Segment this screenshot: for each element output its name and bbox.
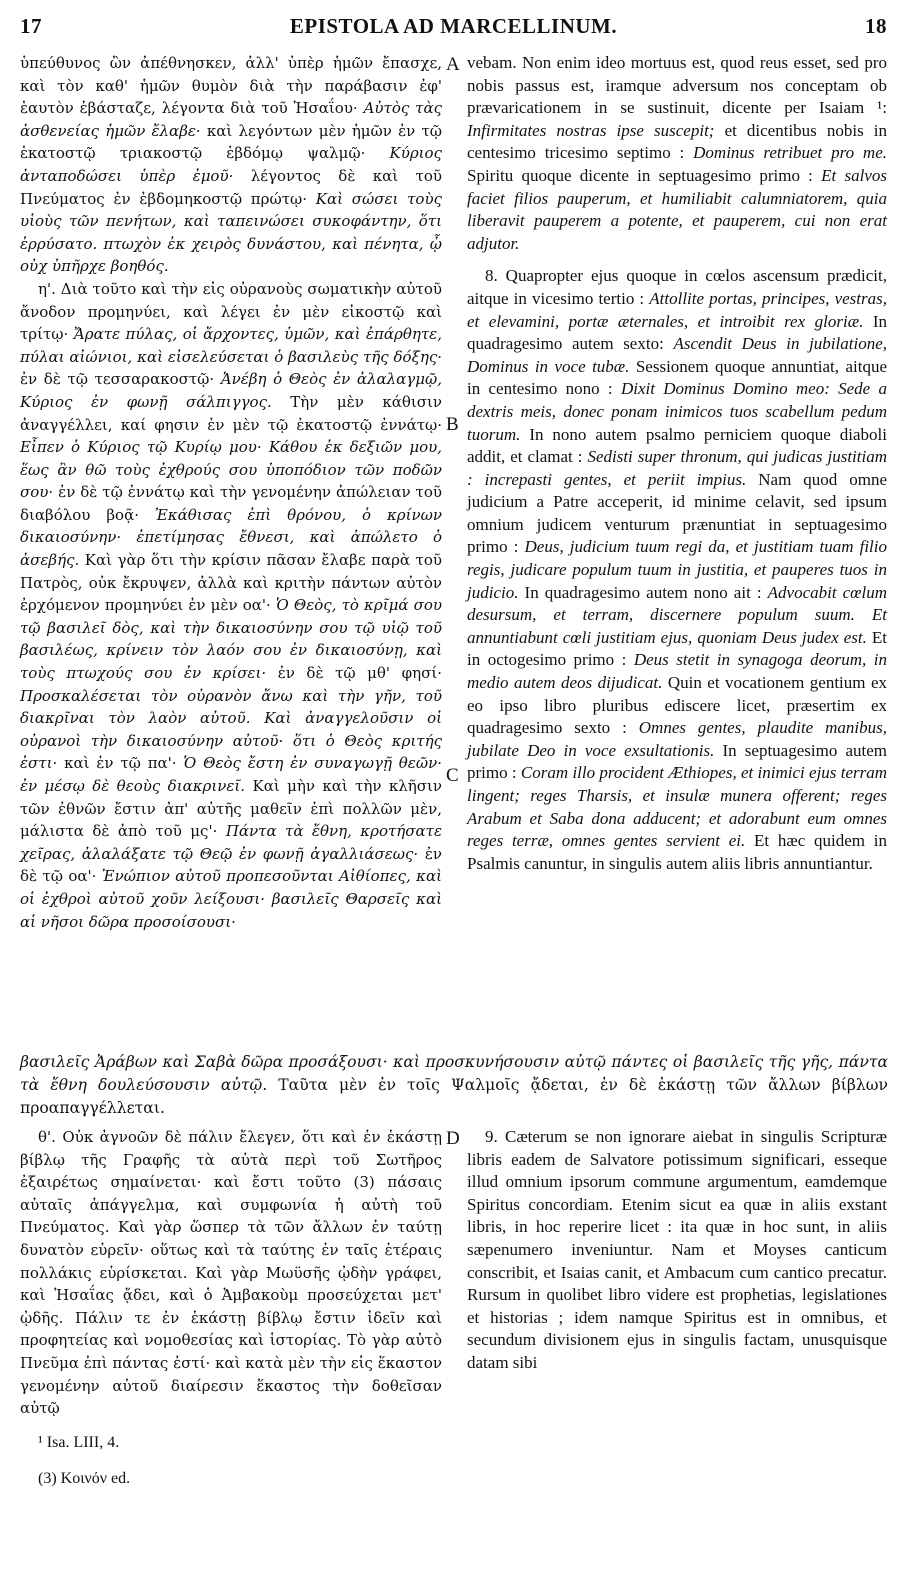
greek-quotation: Εἶπεν ὁ Κύριος τῷ Κυρίῳ μου· Κάθου ἐκ δεξιῶν μου, ἕως ἂν θῶ τοὺς ἐχθρούς σου ὑποπόδιον τῶν ποδῶν σου· — [20, 438, 442, 502]
greek-full-width-continuation — [20, 1051, 888, 1120]
latin-quotation: Sedisti super thronum, qui judicas justitiam : increpasti gentes, et periit impius. — [467, 447, 888, 489]
latin-text: et dicentibus nobis in centesimo tricesimo septimo : — [467, 120, 888, 163]
latin-quotation: Deus stetit in synagoga deorum, in medio autem deos dijudicat. — [467, 650, 888, 693]
greek-quotation: Ὁ Θεὸς, τὸ κρῖμά σου τῷ βασιλεῖ δὸς, καὶ τὴν δικαιοσύνην σου τῷ υἱῷ τοῦ βασιλέως, κρίνειν τὸν λαόν σου ἐν δικαιοσύνῃ, καὶ τοὺς πτωχούς σου ἐν κρίσει· — [20, 596, 442, 683]
latin-text: Sessionem quoque annuntiat, aitque in centesimo nono : — [467, 356, 887, 399]
greek-quotation: Ἀνέβη ὁ Θεὸς ἐν ἀλαλαγμῷ, Κύριος ἐν φωνῇ σάλπιγγος. — [20, 370, 443, 411]
latin-quotation: Dixit Dominus Domino meo: Sede a dextris meis, donec ponam inimicos tuos scabellum pedum tuorum. — [467, 379, 887, 444]
running-title: EPISTOLA AD MARCELLINUM. — [289, 14, 618, 38]
footnote-3: (3) Κοινόν ed. — [38, 1470, 131, 1487]
latin-text: In septuagesimo autem primo : — [467, 740, 887, 783]
latin-text: Et in octogesimo primo : — [467, 627, 887, 670]
latin-text: Et hæc quidem in Psalmis canuntur, in singulis autem aliis libris annuntiantur. — [467, 831, 888, 873]
greek-text: Καὶ γὰρ ὅτι τὴν κρίσιν πᾶσαν ἔλαβε παρὰ τοῦ Πατρὸς, οὐκ ἔκρυψεν, ἀλλὰ καὶ κριτὴν πάντων αὐτὸν ἐρχόμενον προμηνύει ἐν μὲν οα'· — [20, 551, 442, 615]
greek-quotation: Ἐκάθισας ἐπὶ θρόνου, ὁ κρίνων δικαιοσύνην· ἐπετίμησας ἔθνεσι, καὶ ἀπώλετο ὁ ἀσεβής. — [20, 505, 442, 570]
greek-paragraph-7-end — [20, 52, 442, 278]
latin-text: In nono autem psalmo perniciem quoque diaboli addit, et clamat : — [467, 424, 887, 467]
latin-paragraph-8 — [467, 265, 887, 875]
latin-paragraph-7-end — [467, 52, 887, 255]
greek-paragraph-8-end — [20, 1051, 888, 1120]
latin-quotation: Dominus retribuet pro me. — [693, 143, 887, 163]
greek-quotation: Ὁ Θεὸς ἔστη ἐν συναγωγῇ θεῶν· ἐν μέσῳ δὲ θεοὺς διακρινεῖ. — [20, 754, 442, 795]
greek-paragraph-8 — [20, 278, 442, 933]
greek-text: ἐν δὲ τῷ τεσσαρακοστῷ· — [20, 370, 215, 389]
latin-quotation: Ascendit Deus in jubilatione, Dominus in voce tubæ. — [467, 334, 888, 376]
page-number-right: 18 — [865, 14, 887, 38]
greek-column-section-2 — [20, 1126, 442, 1420]
latin-text: Nam quod omne judicium a Patre acceperit, id minime celavit, sed ipsum omnium judicem venturum prænuntiat in septuagesimo primo : — [467, 469, 888, 557]
greek-text: Ταῦτα μὲν ἐν τοῖς Ψαλμοῖς ᾄδεται, ἐν δὲ ἑκάστῃ τῶν ἄλλων βίβλων προαπαγγέλλεται. — [20, 1076, 888, 1117]
greek-quotation: Ἄρατε πύλας, οἱ ἄρχοντες, ὑμῶν, καὶ ἐπάρθητε, πύλαι αἰώνιοι, καὶ εἰσελεύσεται ὁ βασιλεὺς τῆς δόξης· — [20, 325, 442, 366]
greek-text: Καὶ μὴν καὶ τὴν κλῆσιν τῶν ἐθνῶν ἔστιν ἀπ' αὐτῆς μαθεῖν ἐπὶ πολλῶν μὲν, μάλιστα δὲ ἀπὸ τοῦ μς'· — [20, 777, 442, 841]
margin-letter-b: B — [446, 414, 459, 435]
greek-quotation: Καὶ σώσει τοὺς υἱοὺς τῶν πενήτων, καὶ ταπεινώσει συκοφάντην, ὅτι ἐρρύσατο. πτωχὸν ἐκ χειρὸς δυνάστου, καὶ πένητα, ᾧ οὐχ ὑπῆρχε βοηθός. — [20, 189, 442, 276]
greek-quotation: βασιλεῖς Ἀράβων καὶ Σαβὰ δῶρα προσάξουσι· καὶ προσκυνήσουσιν αὐτῷ πάντες οἱ βασιλεῖς τῆς γῆς, πάντα τὰ ἔθνη δουλεύσουσιν αὐτῷ. — [20, 1053, 888, 1094]
greek-quotation: Κύριος ἀνταποδώσει ὑπὲρ ἐμοῦ· — [20, 144, 442, 185]
latin-column-section-1 — [467, 52, 887, 875]
greek-quotation: Προσκαλέσεται τὸν οὐρανὸν ἄνω καὶ τὴν γῆν, τοῦ διακρῖναι τὸν λαὸν αὐτοῦ. Καὶ ἀναγγελοῦσιν οἱ οὐρανοὶ τὴν δικαιοσύνην αὐτοῦ· ὅτι ὁ Θεὸς κριτής ἐστι· — [20, 686, 442, 773]
latin-text: 8. Quapropter ejus quoque in cœlos ascensum prædicit, aitque in vicesimo tertio : — [467, 266, 887, 308]
latin-quotation: Et salvos faciet filios pauperum, et humiliabit calumniatorem, quia liberavit pauperem a potente, et pauperem, cui non erat adjutor. — [467, 165, 887, 253]
latin-quotation: Infirmitates nostras ipse suscepit; — [467, 120, 715, 140]
latin-text: In quadragesimo autem sexto: — [467, 311, 888, 354]
greek-paragraph-9: θ'. Οὐκ ἀγνοῶν δὲ πάλιν ἔλεγεν, ὅτι καὶ ἐν ἑκάστῃ βίβλῳ τῆς Γραφῆς τὰ αὐτὰ περὶ τοῦ Σωτῆρος ἐξαιρέτως σημαίνεται· καὶ ἔστι τοῦτο (3) πάσαις αὐταῖς ἀπάγγελμα, καὶ συμφωνία ἡ αὐτὴ τοῦ Πνεύματος. Καὶ γὰρ ὥσπερ τὰ τῶν ἄλλων ἐν ταύτῃ δυνατὸν εὑρεῖν· οὕτως καὶ τὰ ταύτης ἐν ταῖς ἑτέραις πολλάκις εὑρίσκεται. Καὶ γὰρ Μωϋσῆς ᾠδὴν γράφει, καὶ Ἡσαΐας ᾄδει, καὶ ὁ Ἀμβακοὺμ προσεύχεται μετ' ᾠδῆς. Πάλιν τε ἐν ἑκάστῃ βίβλῳ ἔστιν ἰδεῖν καὶ προφητείας καὶ νομοθεσίας καὶ ἱστορίας. Τὸ γὰρ αὐτὸ Πνεῦμα ἐπὶ πάντας ἐστί· καὶ κατὰ μὲν τὴν εἰς ἕκαστον γενομένην αὐτοῦ διαίρεσιν ἕκαστος τὴν δοθεῖσαν αὐτῷ — [20, 1128, 442, 1418]
greek-text: ὑπεύθυνος ὢν ἀπέθνησκεν, ἀλλ' ὑπὲρ ἡμῶν ἔπασχε, καὶ τὸν καθ' ἡμῶν θυμὸν διὰ τὴν παράβασιν ἐφ' ἑαυτὸν ἐβάσταζε, λέγοντα διὰ τοῦ Ἡσαΐου· — [20, 54, 442, 118]
greek-text: ἐν δὲ τῷ ἐννάτῳ καὶ τὴν γενομένην ἀπώλειαν τοῦ διαβόλου βοᾷ· — [20, 483, 442, 524]
greek-quotation: Ἐνώπιον αὐτοῦ προπεσοῦνται Αἰθίοπες, καὶ οἱ ἐχθροὶ αὐτοῦ χοῦν λείξουσι· βασιλεῖς Θαρσεῖς καὶ αἱ νῆσοι δῶρα προσοίσουσι· — [20, 867, 442, 931]
greek-text: ἐν δὲ τῷ οα'· — [20, 844, 442, 886]
latin-column-section-2 — [467, 1126, 887, 1375]
latin-quotation: Attollite portas, principes, vestras, et elevamini, portæ æternales, et introibit rex gloriæ. — [467, 288, 888, 331]
greek-text: η'. Διὰ τοῦτο καὶ τὴν εἰς οὐρανοὺς σωματικὴν αὐτοῦ ἄνοδον προμηνύει, καὶ λέγει ἐν μὲν εἰκοστῷ καὶ τρίτῳ· — [20, 279, 442, 344]
page-number-left: 17 — [20, 14, 42, 38]
greek-text: καὶ λεγόντων μὲν ἡμῶν ἐν τῷ ἑκατοστῷ τριακοστῷ ἑβδόμῳ ψαλμῷ· — [20, 121, 442, 163]
greek-text: ἐν δὲ τῷ μθ' φησί· — [277, 664, 442, 683]
latin-quotation: Advocabit cœlum desursum, et terram, discernere populum suum. Et annuntiabunt cœli justitiam ejus, quoniam Deus judex est. — [467, 582, 888, 647]
latin-text: vebam. Non enim ideo mortuus est, quod reus esset, sed pro nobis passus est, iramque adversum nos conceptam ob prævaricationem in se sustinuit, dicente per Isaiam ¹: — [467, 53, 887, 118]
running-head — [20, 14, 887, 44]
latin-text: Spiritu quoque dicente in septuagesimo primo : — [467, 165, 813, 185]
greek-text: Τὴν μὲν κάθισιν ἀναγγέλλει, καί φησιν ἐν μὲν τῷ ἑκατοστῷ ἐννάτῳ· — [20, 392, 442, 434]
greek-column-section-1 — [20, 52, 442, 933]
latin-paragraph-9: 9. Cæterum se non ignorare aiebat in singulis Scripturæ libris eadem de Salvatore potissimum significari, esseque illud omnium ipsorum commune argumentum, eamdemque Spiritus concordiam. Etenim sicut ea quæ in aliis exstant libris, in hoc reperire licet : ita quæ in hoc sunt, in aliis sæpenumero inveniuntur. Nam et Moyses canticum conscribit, et Isaias canit, et Ambacum cum cantico precatur. Rursum in quolibet libro videre est prophetias, legislationes et historias ; idem namque Spiritus est in omnibus, et secundum divisionem ejus in singulis factam, unusquisque datam sibi — [467, 1127, 887, 1372]
footnote-1: ¹ Isa. LIII, 4. — [38, 1434, 120, 1451]
margin-letter-d: D — [446, 1128, 460, 1149]
latin-quotation: Omnes gentes, plaudite manibus, jubilate Deo in voce exsultationis. — [467, 718, 888, 760]
margin-letter-c: C — [446, 765, 459, 786]
greek-text: λέγοντος δὲ καὶ τοῦ Πνεύματος ἐν ἑβδομηκοστῷ πρώτῳ· — [20, 166, 442, 208]
margin-letter-a: A — [446, 54, 460, 75]
latin-text: In quadragesimo autem nono ait : — [524, 582, 762, 602]
greek-quotation: Αὐτὸς τὰς ἀσθενείας ἡμῶν ἔλαβε· — [20, 99, 442, 140]
latin-quotation: Deus, judicium tuum regi da, et justitiam tuam filio regis, judicare populum tuum in justitia, et pauperes tuos in judicio. — [467, 537, 888, 602]
latin-quotation: Coram illo procident Æthiopes, et inimici ejus terram lingent; reges Tharsis, et insulæ munera offerent; reges Arabum et Saba dona adducent; et adorabunt eum omnes reges terræ, omnes gentes servient ei. — [467, 763, 887, 851]
greek-quotation: Πάντα τὰ ἔθνη, κροτήσατε χεῖρας, ἀλαλάξατε τῷ Θεῷ ἐν φωνῇ ἀγαλλιάσεως· — [20, 822, 442, 863]
footnotes — [38, 1425, 438, 1497]
latin-text: Quin et vocationem gentium ex eo ipso libro pluribus ediscere licet, præsertim ex quadragesimo sexto : — [467, 673, 887, 738]
greek-text: καὶ ἐν τῷ πα'· — [64, 754, 177, 773]
